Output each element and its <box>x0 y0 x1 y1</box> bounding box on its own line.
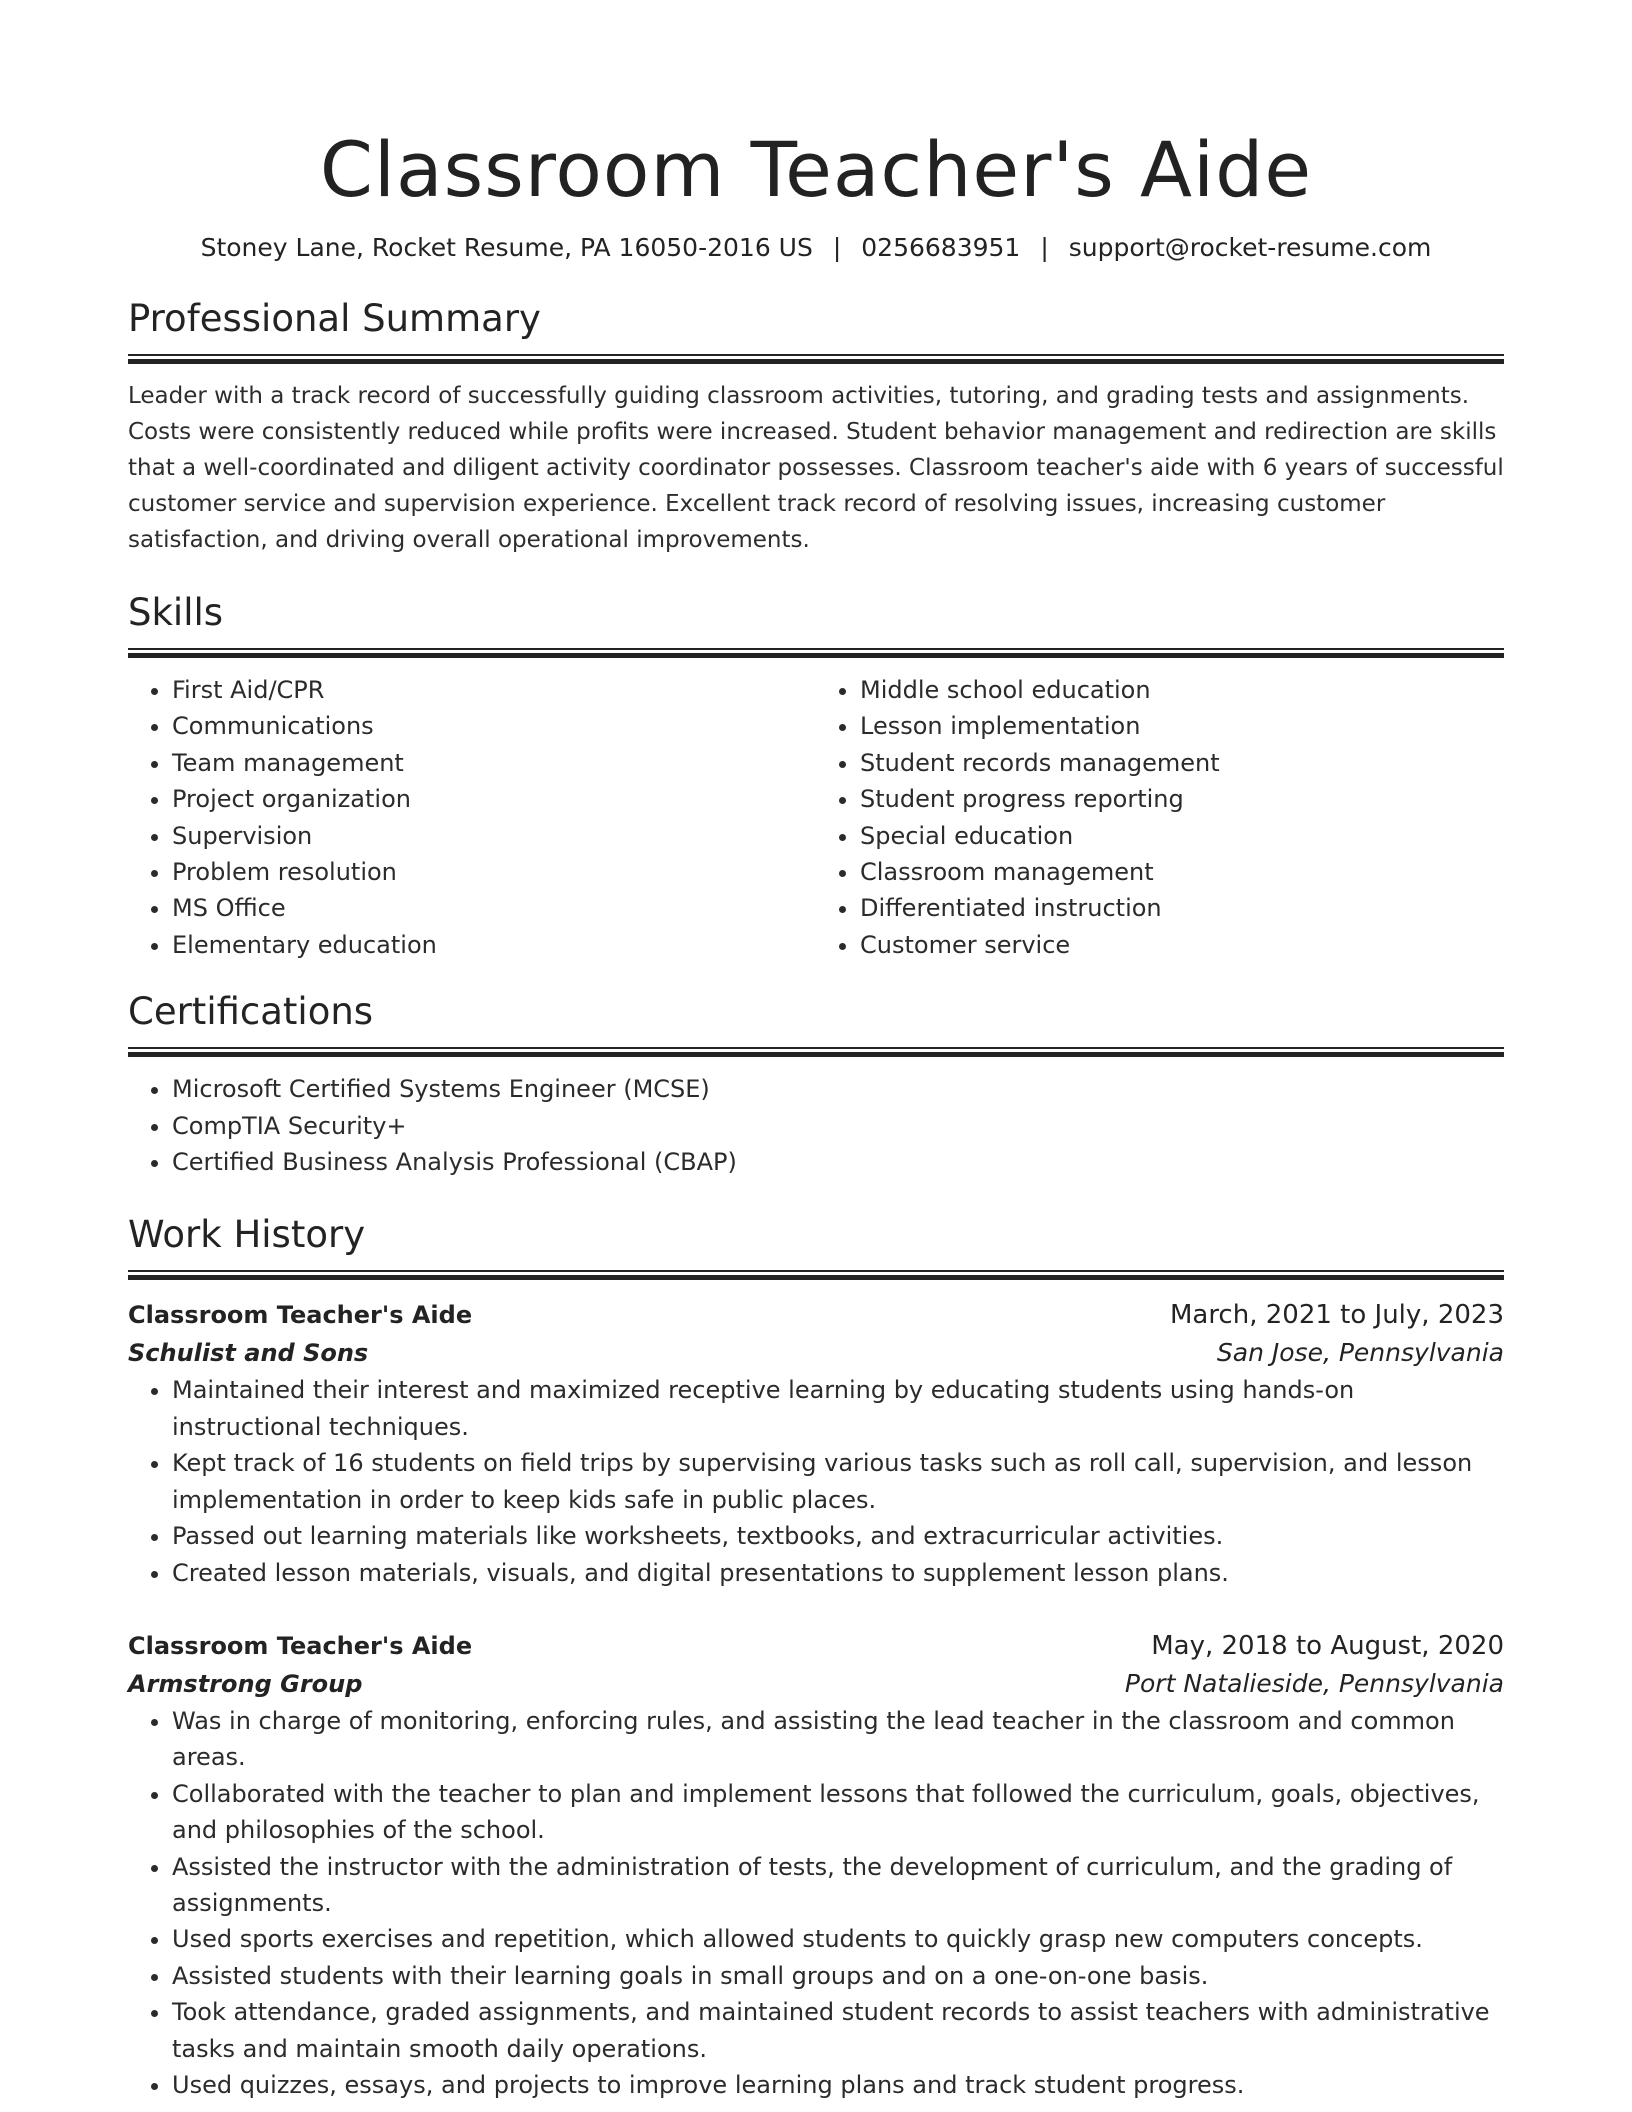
job-bullet: • Created lesson materials, visuals, and digital presentations to supplement lesson plans. <box>172 1555 1504 1591</box>
certifications-section <box>128 989 1504 1180</box>
summary-section <box>128 296 1504 558</box>
skill-item: • Classroom management <box>860 854 1504 890</box>
skills-heading: Skills <box>128 591 224 634</box>
skill-item: • Student progress reporting <box>860 781 1504 817</box>
job-bullet: • Assisted the instructor with the administration of tests, the development of curriculum, and the grading of assignments. <box>172 1849 1504 1922</box>
job-bullet: • Was in charge of monitoring, enforcing rules, and assisting the lead teacher in the classroom and common areas. <box>172 1703 1504 1776</box>
skill-item: • Middle school education <box>860 672 1504 708</box>
summary-heading: Professional Summary <box>128 297 541 340</box>
skill-item: • Lesson implementation <box>860 708 1504 744</box>
skill-item: • First Aid/CPR <box>172 672 816 708</box>
contact-separator: | <box>832 233 842 262</box>
job-bullet: • Assisted students with their learning goals in small groups and on a one-on-one basis. <box>172 1958 1504 1994</box>
job-dates: March, 2021 to July, 2023 <box>1169 1300 1504 1331</box>
job-bullet: • Maintained their interest and maximized receptive learning by educating students using hands-on instructional techniques. <box>172 1372 1504 1445</box>
contact-phone: 0256683951 <box>861 233 1021 262</box>
job-location: San Jose, Pennsylvania <box>1216 1338 1504 1368</box>
skills-columns <box>128 672 1504 963</box>
skills-list-left <box>128 672 816 963</box>
skill-item: • Special education <box>860 818 1504 854</box>
skill-item: • Communications <box>172 708 816 744</box>
job-bullets <box>128 1372 1504 1590</box>
work-heading: Work History <box>128 1213 366 1257</box>
skill-item: • Team management <box>172 745 816 781</box>
summary-text: Leader with a track record of successfully guiding classroom activities, tutoring, and grading tests and assignments. Costs were consistently reduced while profits were increased. Student behavior management and redirection are skills that a well-coordinated and diligent activity coordinator possesses. Classroom teacher's aide with 6 years of successful customer service and supervision experience. Excellent track record of resolving issues, increasing customer satisfaction, and driving overall operational improvements. <box>128 383 1504 553</box>
skills-section <box>128 590 1504 963</box>
job-title: Classroom Teacher's Aide <box>128 1631 473 1660</box>
skill-item: • Project organization <box>172 781 816 817</box>
job-title: Classroom Teacher's Aide <box>128 1301 473 1330</box>
job-company: Armstrong Group <box>128 1669 363 1698</box>
certifications-heading: Certifications <box>128 990 374 1034</box>
contact-email: support@rocket-resume.com <box>1068 233 1432 262</box>
job-subheader <box>128 1665 1504 1703</box>
skill-item: • Supervision <box>172 818 816 854</box>
contact-separator: | <box>1040 233 1049 262</box>
resume-name: Classroom Teacher's Aide <box>319 125 1313 214</box>
job-bullet: • Used sports exercises and repetition, which allowed students to quickly grasp new computers concepts. <box>172 1921 1504 1957</box>
job-bullet: • Used quizzes, essays, and projects to improve learning plans and track student progress. <box>172 2067 1504 2103</box>
contact-address: Stoney Lane, Rocket Resume, PA 16050-2016 US <box>200 233 813 262</box>
job-header <box>128 1296 1504 1334</box>
skill-item: • Student records management <box>860 745 1504 781</box>
certification-item: • CompTIA Security+ <box>172 1108 1504 1144</box>
job-header <box>128 1627 1504 1665</box>
job-bullet: • Collaborated with the teacher to plan and implement lessons that followed the curriculum, goals, objectives, and philosophies of the school. <box>172 1776 1504 1849</box>
job-entry <box>128 1296 1504 1590</box>
skill-item: • Differentiated instruction <box>860 890 1504 926</box>
job-bullets <box>128 1703 1504 2103</box>
skills-list-right <box>816 672 1504 963</box>
section-divider <box>128 354 1504 364</box>
certification-item: • Microsoft Certified Systems Engineer (MCSE) <box>172 1071 1504 1107</box>
job-bullet: • Took attendance, graded assignments, and maintained student records to assist teachers with administrative tasks and maintain smooth daily operations. <box>172 1994 1504 2067</box>
job-dates: May, 2018 to August, 2020 <box>1151 1630 1504 1661</box>
skill-item: • MS Office <box>172 890 816 926</box>
skill-item: • Problem resolution <box>172 854 816 890</box>
job-entry <box>128 1627 1504 2103</box>
skill-item: • Elementary education <box>172 927 816 963</box>
resume-page <box>128 0 1504 2103</box>
work-section <box>128 1212 1504 2103</box>
job-bullet: • Passed out learning materials like worksheets, textbooks, and extracurricular activities. <box>172 1518 1504 1554</box>
job-bullet: • Kept track of 16 students on field trips by supervising various tasks such as roll call, supervision, and lesson implementation in order to keep kids safe in public places. <box>172 1445 1504 1518</box>
section-divider <box>128 1270 1504 1280</box>
job-location: Port Natalieside, Pennsylvania <box>1124 1668 1504 1698</box>
job-company: Schulist and Sons <box>128 1339 369 1368</box>
section-divider <box>128 1047 1504 1057</box>
section-divider <box>128 648 1504 658</box>
certification-item: • Certified Business Analysis Professional (CBAP) <box>172 1144 1504 1180</box>
contact-line <box>128 232 1504 264</box>
certifications-list <box>128 1071 1504 1180</box>
job-subheader <box>128 1334 1504 1372</box>
skill-item: • Customer service <box>860 927 1504 963</box>
